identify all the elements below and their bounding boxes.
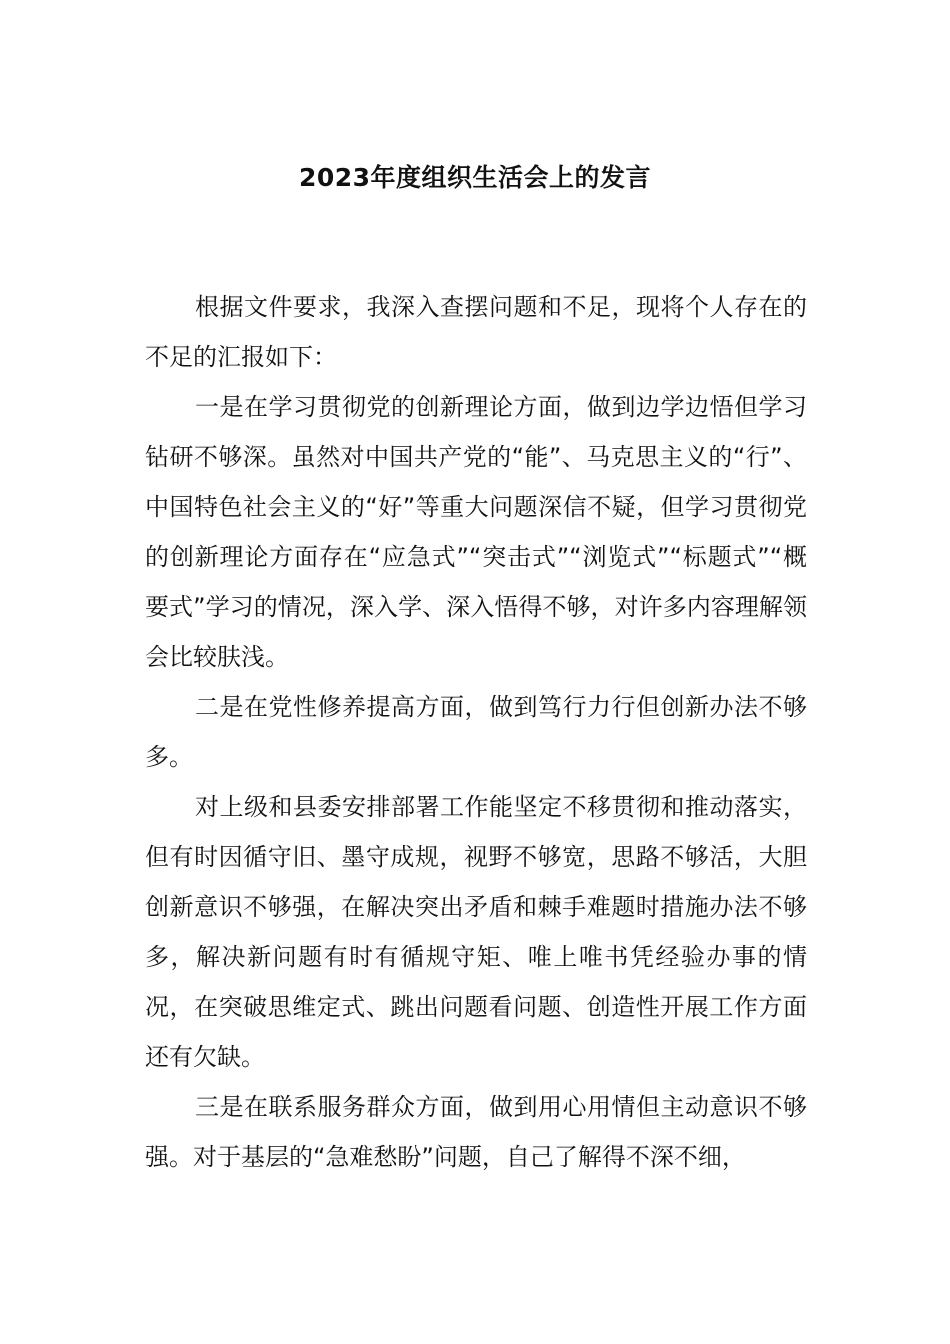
document-body bbox=[145, 282, 807, 1182]
paragraph-point-two: 二是在党性修养提高方面，做到笃行力行但创新办法不够多。 bbox=[145, 693, 807, 771]
document-title: 2023年度组织生活会上的发言 bbox=[298, 163, 652, 192]
paragraph-point-one: 一是在学习贯彻党的创新理论方面，做到边学边悟但学习钻研不够深。虽然对中国共产党的“能”、马克思主义的“行”、中国特色社会主义的“好”等重大问题深信不疑，但学习贯彻党的创新理论方面存在“应急式”“突击式”“浏览式”“标题式”“概要式”学习的情况，深入学、深入悟得不够，对许多内容理解领会比较肤浅。 bbox=[145, 393, 807, 671]
paragraph-intro: 根据文件要求，我深入查摆问题和不足，现将个人存在的不足的汇报如下： bbox=[145, 293, 807, 371]
paragraph-point-three: 三是在联系服务群众方面，做到用心用情但主动意识不够强。对于基层的“急难愁盼”问题，自己了解得不深不细， bbox=[145, 1093, 807, 1171]
paragraph-point-two-detail: 对上级和县委安排部署工作能坚定不移贯彻和推动落实，但有时因循守旧、墨守成规，视野不够宽，思路不够活，大胆创新意识不够强，在解决突出矛盾和棘手难题时措施办法不够多，解决新问题有时有循规守矩、唯上唯书凭经验办事的情况，在突破思维定式、跳出问题看问题、创造性开展工作方面还有欠缺。 bbox=[145, 793, 807, 1071]
